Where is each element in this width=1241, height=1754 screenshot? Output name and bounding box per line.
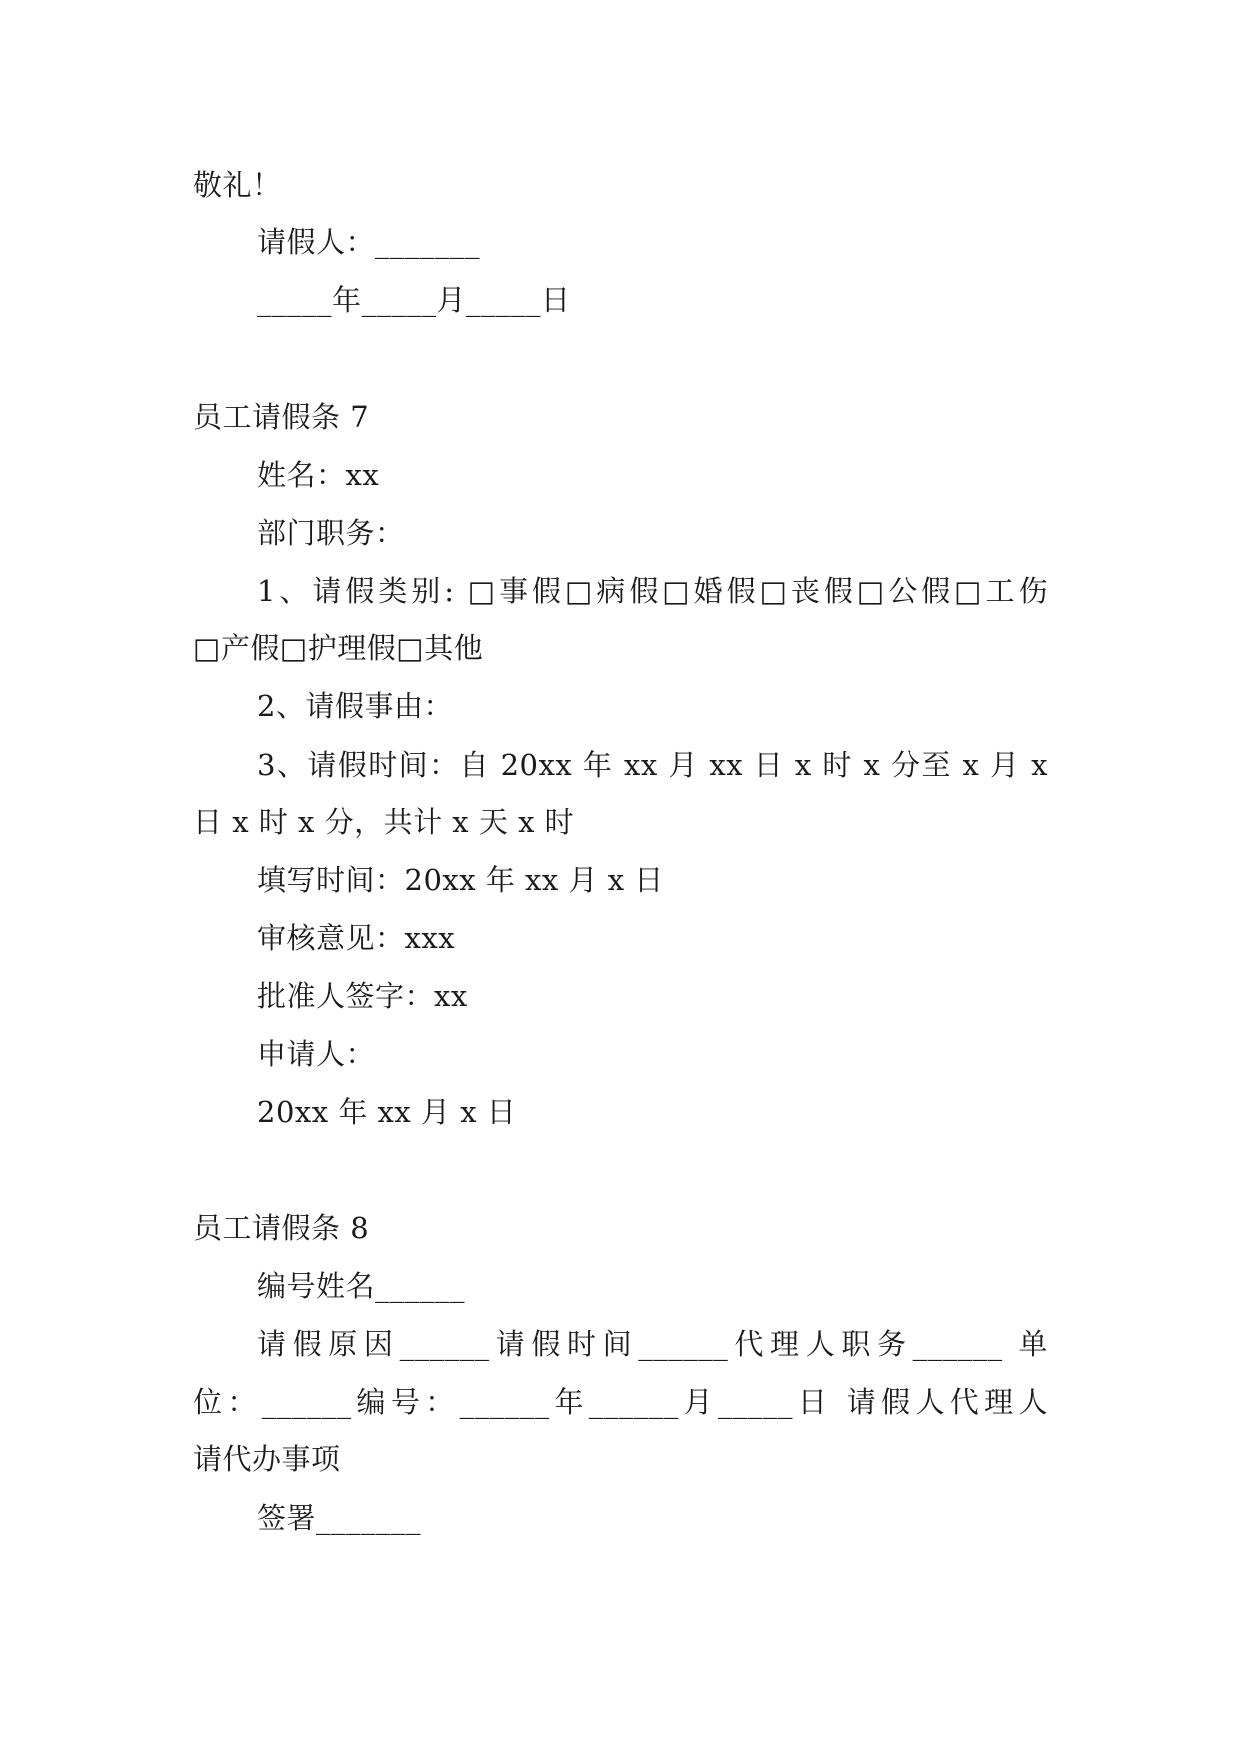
- note8-details-line-cont: 位：______编号：______年______月_____日 请假人代理人: [193, 1385, 1048, 1419]
- note7-approver-field: 批准人签字：xx: [257, 979, 468, 1013]
- note7-fill-time-field: 填写时间：20xx 年 xx 月 x 日: [257, 863, 664, 897]
- note8-signature-field: 签署_______: [257, 1501, 422, 1535]
- note7-applicant-field: 申请人：: [257, 1037, 376, 1071]
- note8-details-line-end: 请代办事项: [193, 1442, 341, 1476]
- closing-applicant-line: 请假人：_______: [257, 225, 481, 259]
- note8-number-name-field: 编号姓名______: [257, 1269, 466, 1303]
- note8-details-line: 请假原因______请假时间______代理人职务______ 单: [257, 1327, 1048, 1361]
- note7-review-field: 审核意见：xxx: [257, 921, 456, 955]
- note7-date-line: 20xx 年 xx 月 x 日: [257, 1095, 517, 1129]
- note7-leave-time-line-cont: 日 x 时 x 分，共计 x 天 x 时: [193, 805, 575, 839]
- closing-salute: 敬礼！: [193, 168, 282, 202]
- note7-department-field: 部门职务：: [257, 516, 405, 550]
- note8-title: 员工请假条 8: [193, 1211, 370, 1245]
- note7-reason-field: 2、请假事由：: [257, 689, 453, 723]
- closing-date-line: _____年_____月_____日: [257, 283, 571, 317]
- note7-leave-time-line: 3、请假时间：自 20xx 年 xx 月 xx 日 x 时 x 分至 x 月 x: [257, 748, 1048, 782]
- note7-leave-type-line-cont: □产假□护理假□其他: [193, 631, 484, 665]
- note7-title: 员工请假条 7: [193, 400, 370, 434]
- note7-name-field: 姓名：xx: [257, 458, 380, 492]
- note7-leave-type-line: 1、请假类别: □事假□病假□婚假□丧假□公假□工伤: [257, 574, 1048, 608]
